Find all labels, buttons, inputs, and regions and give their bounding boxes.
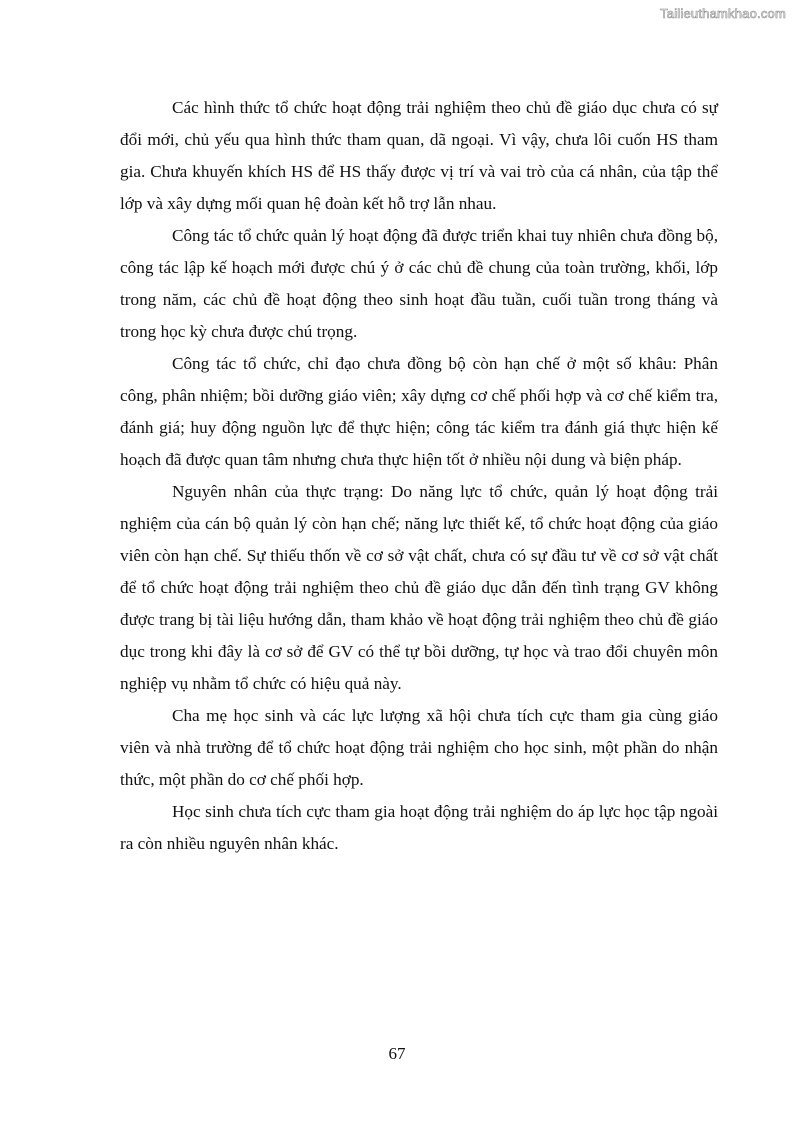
- paragraph-4: Nguyên nhân của thực trạng: Do năng lực tổ chức, quản lý hoạt động trải nghiệm của cán bộ quản lý còn hạn chế; năng lực thiết kế, tổ chức hoạt động của giáo viên còn hạn chế. Sự thiếu thốn về cơ sở vật chất, chưa có sự đầu tư về cơ sở vật chất để tổ chức hoạt động trải nghiệm theo chủ đề giáo dục dẫn đến tình trạng GV không được trang bị tài liệu hướng dẫn, tham khảo về hoạt động trải nghiệm theo chủ đề giáo dục trong khi đây là cơ sở để GV có thể tự bồi dưỡng, tự học và trao đổi chuyên môn nghiệp vụ nhằm tổ chức có hiệu quả này.: [120, 482, 718, 693]
- paragraph-1: Các hình thức tổ chức hoạt động trải nghiệm theo chủ đề giáo dục chưa có sự đổi mới, chủ yếu qua hình thức tham quan, dã ngoại. Vì vậy, chưa lôi cuốn HS tham gia. Chưa khuyến khích HS để HS thấy được vị trí và vai trò của cá nhân, của tập thể lớp và xây dựng mối quan hệ đoàn kết hỗ trợ lẫn nhau.: [120, 98, 718, 213]
- paragraph-2: Công tác tổ chức quản lý hoạt động đã được triển khai tuy nhiên chưa đồng bộ, công tác lập kế hoạch mới được chú ý ở các chủ đề chung của toàn trường, khối, lớp trong năm, các chủ đề hoạt động theo sinh hoạt đầu tuần, cuối tuần trong tháng và trong học kỳ chưa được chú trọng.: [120, 226, 718, 341]
- watermark: Tailieuthamkhao.com: [660, 6, 786, 21]
- page-number: 67: [388, 1044, 406, 1063]
- paragraph-5: Cha mẹ học sinh và các lực lượng xã hội chưa tích cực tham gia cùng giáo viên và nhà trường để tổ chức hoạt động trải nghiệm cho học sinh, một phần do nhận thức, một phần do cơ chế phối hợp.: [120, 706, 718, 789]
- paragraph-3: Công tác tổ chức, chỉ đạo chưa đồng bộ còn hạn chế ở một số khâu: Phân công, phân nhiệm; bồi dưỡng giáo viên; xây dựng cơ chế phối hợp và cơ chế kiểm tra, đánh giá; huy động nguồn lực để thực hiện; công tác kiểm tra đánh giá thực hiện kế hoạch đã được quan tâm nhưng chưa thực hiện tốt ở nhiều nội dung và biện pháp.: [120, 354, 718, 469]
- paragraph-6: Học sinh chưa tích cực tham gia hoạt động trải nghiệm do áp lực học tập ngoài ra còn nhiều nguyên nhân khác.: [120, 802, 718, 853]
- document-body: [120, 92, 718, 860]
